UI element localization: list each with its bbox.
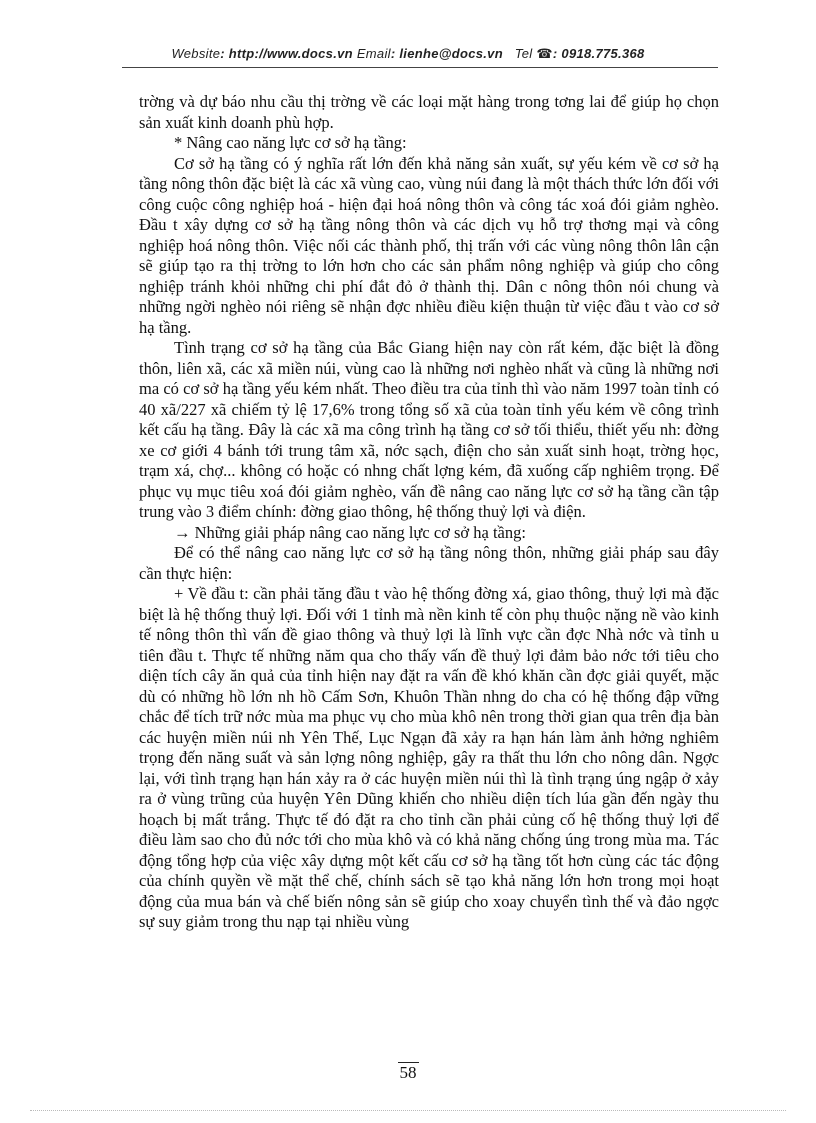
paragraph-4: Để có thể nâng cao năng lực cơ sở hạ tầng nông thôn, những giải pháp sau đây cần thực hiện: bbox=[139, 543, 719, 583]
page-header bbox=[0, 46, 816, 62]
phone-icon: ☎ bbox=[536, 46, 553, 61]
arrow-right-icon: → bbox=[174, 522, 195, 542]
paragraph-2: Cơ sở hạ tầng có ý nghĩa rất lớn đến khả năng sản xuất, sự yếu kém về cơ sở hạ tầng nông thôn đặc biệt là các xã vùng cao, vùng núi đang là một thách thức lớn đối với công cuộc công nghiệp hoá - hiện đại hoá nông thôn và công tác xoá đói giảm nghèo. Đầu t xây dựng cơ sở hạ tầng nông thôn và các dịch vụ hỗ trợ thơng mại và công nghiệp hoá nông thôn. Việc nối các thành phố, thị trấn với các vùng nông thôn lân cận sẽ giúp tạo ra thị trờng to lớn hơn cho các sản phẩm nông nghiệp và giúp cho công nghiệp tránh khỏi những chi phí đắt đỏ ở thành thị. Dân c nông thôn nói chung và những ngời nghèo nói riêng sẽ nhận đợc nhiều điều kiện thuận từ việc đầu t vào cơ sở hạ tầng. bbox=[139, 153, 719, 337]
tel-label: Tel bbox=[514, 46, 533, 61]
body-text bbox=[139, 92, 719, 933]
paragraph-5: + Về đầu t: cần phải tăng đầu t vào hệ thống đờng xá, giao thông, thuỷ lợi mà đặc biệt là hệ thống thuỷ lợi. Đối với 1 tỉnh mà nền kinh tế còn phụ thuộc nặng nề vào kinh tế nông thôn thì vấn đề giao thông và thuỷ lợi là lĩnh vực cần đợc Nhà nớc và tỉnh u tiên đầu t. Thực tế những năm qua cho thấy vấn đề thuỷ lợi đảm bảo nớc tới tiêu cho diện tích cây ăn quả của tỉnh hiện nay đặt ra vấn đề khó khăn cần đợc giải quyết, mặc dù có những hồ lớn nh hồ Cấm Sơn, Khuôn Thần nhng do cha có hệ thống đập vững chắc để tích trữ nớc mùa ma phục vụ cho mùa khô nên trong thời gian qua trên địa bàn các huyện miền núi nh Yên Thế, Lục Ngạn đã xảy ra hạn hán làm ảnh hởng nghiêm trọng đến năng suất và sản lợng nông nghiệp, gây ra thất thu lớn cho nông dân. Ngợc lại, với tình trạng hạn hán xảy ra ở các huyện miền núi thì là tình trạng úng ngập ở xảy ra ở vùng trũng của huyện Yên Dũng khiến cho nhiều diện tích lúa gần đến ngày thu hoạch bị mất trắng. Thực tế đó đặt ra cho tỉnh cần phải củng cố hệ thống thuỷ lợi để điều làm sao cho đủ nớc tới cho mùa khô và có khả năng chống úng trong mùa ma. Tác động tổng hợp của việc xây dựng một kết cấu cơ sở hạ tầng tốt hơn cùng các tác động của chính quyền về mặt thể chế, chính sách sẽ tạo khả năng lớn hơn trong mọi hoạt động của mua bán và chế biến nông sản sẽ giúp cho xoay chuyển tình thế và đảo ngợc sự suy giảm trong thu nạp tại nhiều vùng bbox=[139, 584, 719, 931]
tel-number: : 0918.775.368 bbox=[552, 46, 645, 61]
solutions-heading bbox=[139, 523, 719, 544]
website-url[interactable]: : http://www.docs.vn bbox=[220, 46, 353, 61]
header-rule bbox=[122, 67, 718, 68]
section-heading: * Nâng cao năng lực cơ sở hạ tầng: bbox=[174, 133, 407, 152]
paragraph-3: Tình trạng cơ sở hạ tầng của Bắc Giang hiện nay còn rất kém, đặc biệt là đồng thôn, liên xã, các xã miền núi, vùng cao là những nơi nghèo nhất và cũng là những nơi ma có cơ sở hạ tầng yếu kém nhất. Theo điều tra của tỉnh thì vào năm 1997 toàn tỉnh có 40 xã/227 xã chiếm tỷ lệ 17,6% trong tổng số xã của toàn tỉnh yếu kém về công trình kết cấu hạ tầng. Đây là các xã ma công trình hạ tầng cơ sở tối thiểu, thiết yếu nh: đờng xe cơ giới 4 bánh tới trung tâm xã, nớc sạch, điện cho sản xuất sinh hoạt, trờng học, trạm xá, chợ... không có hoặc có nhng chất lợng kém, đã xuống cấp nghiêm trọng. Để phục vụ mục tiêu xoá đói giảm nghèo, vấn đề nâng cao năng lực cơ sở hạ tầng cần tập trung vào 3 điểm chính: đờng giao thông, hệ thống thuỷ lợi và điện. bbox=[139, 338, 719, 521]
solutions-heading-text: Những giải pháp nâng cao năng lực cơ sở hạ tầng: bbox=[194, 522, 526, 542]
email-label: Email bbox=[356, 46, 391, 61]
website-label: Website bbox=[171, 46, 221, 61]
email-address[interactable]: : lienhe@docs.vn bbox=[390, 46, 503, 61]
page-number: 58 bbox=[399, 1063, 417, 1082]
footer-divider bbox=[30, 1110, 786, 1111]
paragraph-1: trờng và dự báo nhu cầu thị trờng về các loại mặt hàng trong tơng lai để giúp họ chọn sản xuất kinh doanh phù hợp. bbox=[139, 92, 719, 132]
